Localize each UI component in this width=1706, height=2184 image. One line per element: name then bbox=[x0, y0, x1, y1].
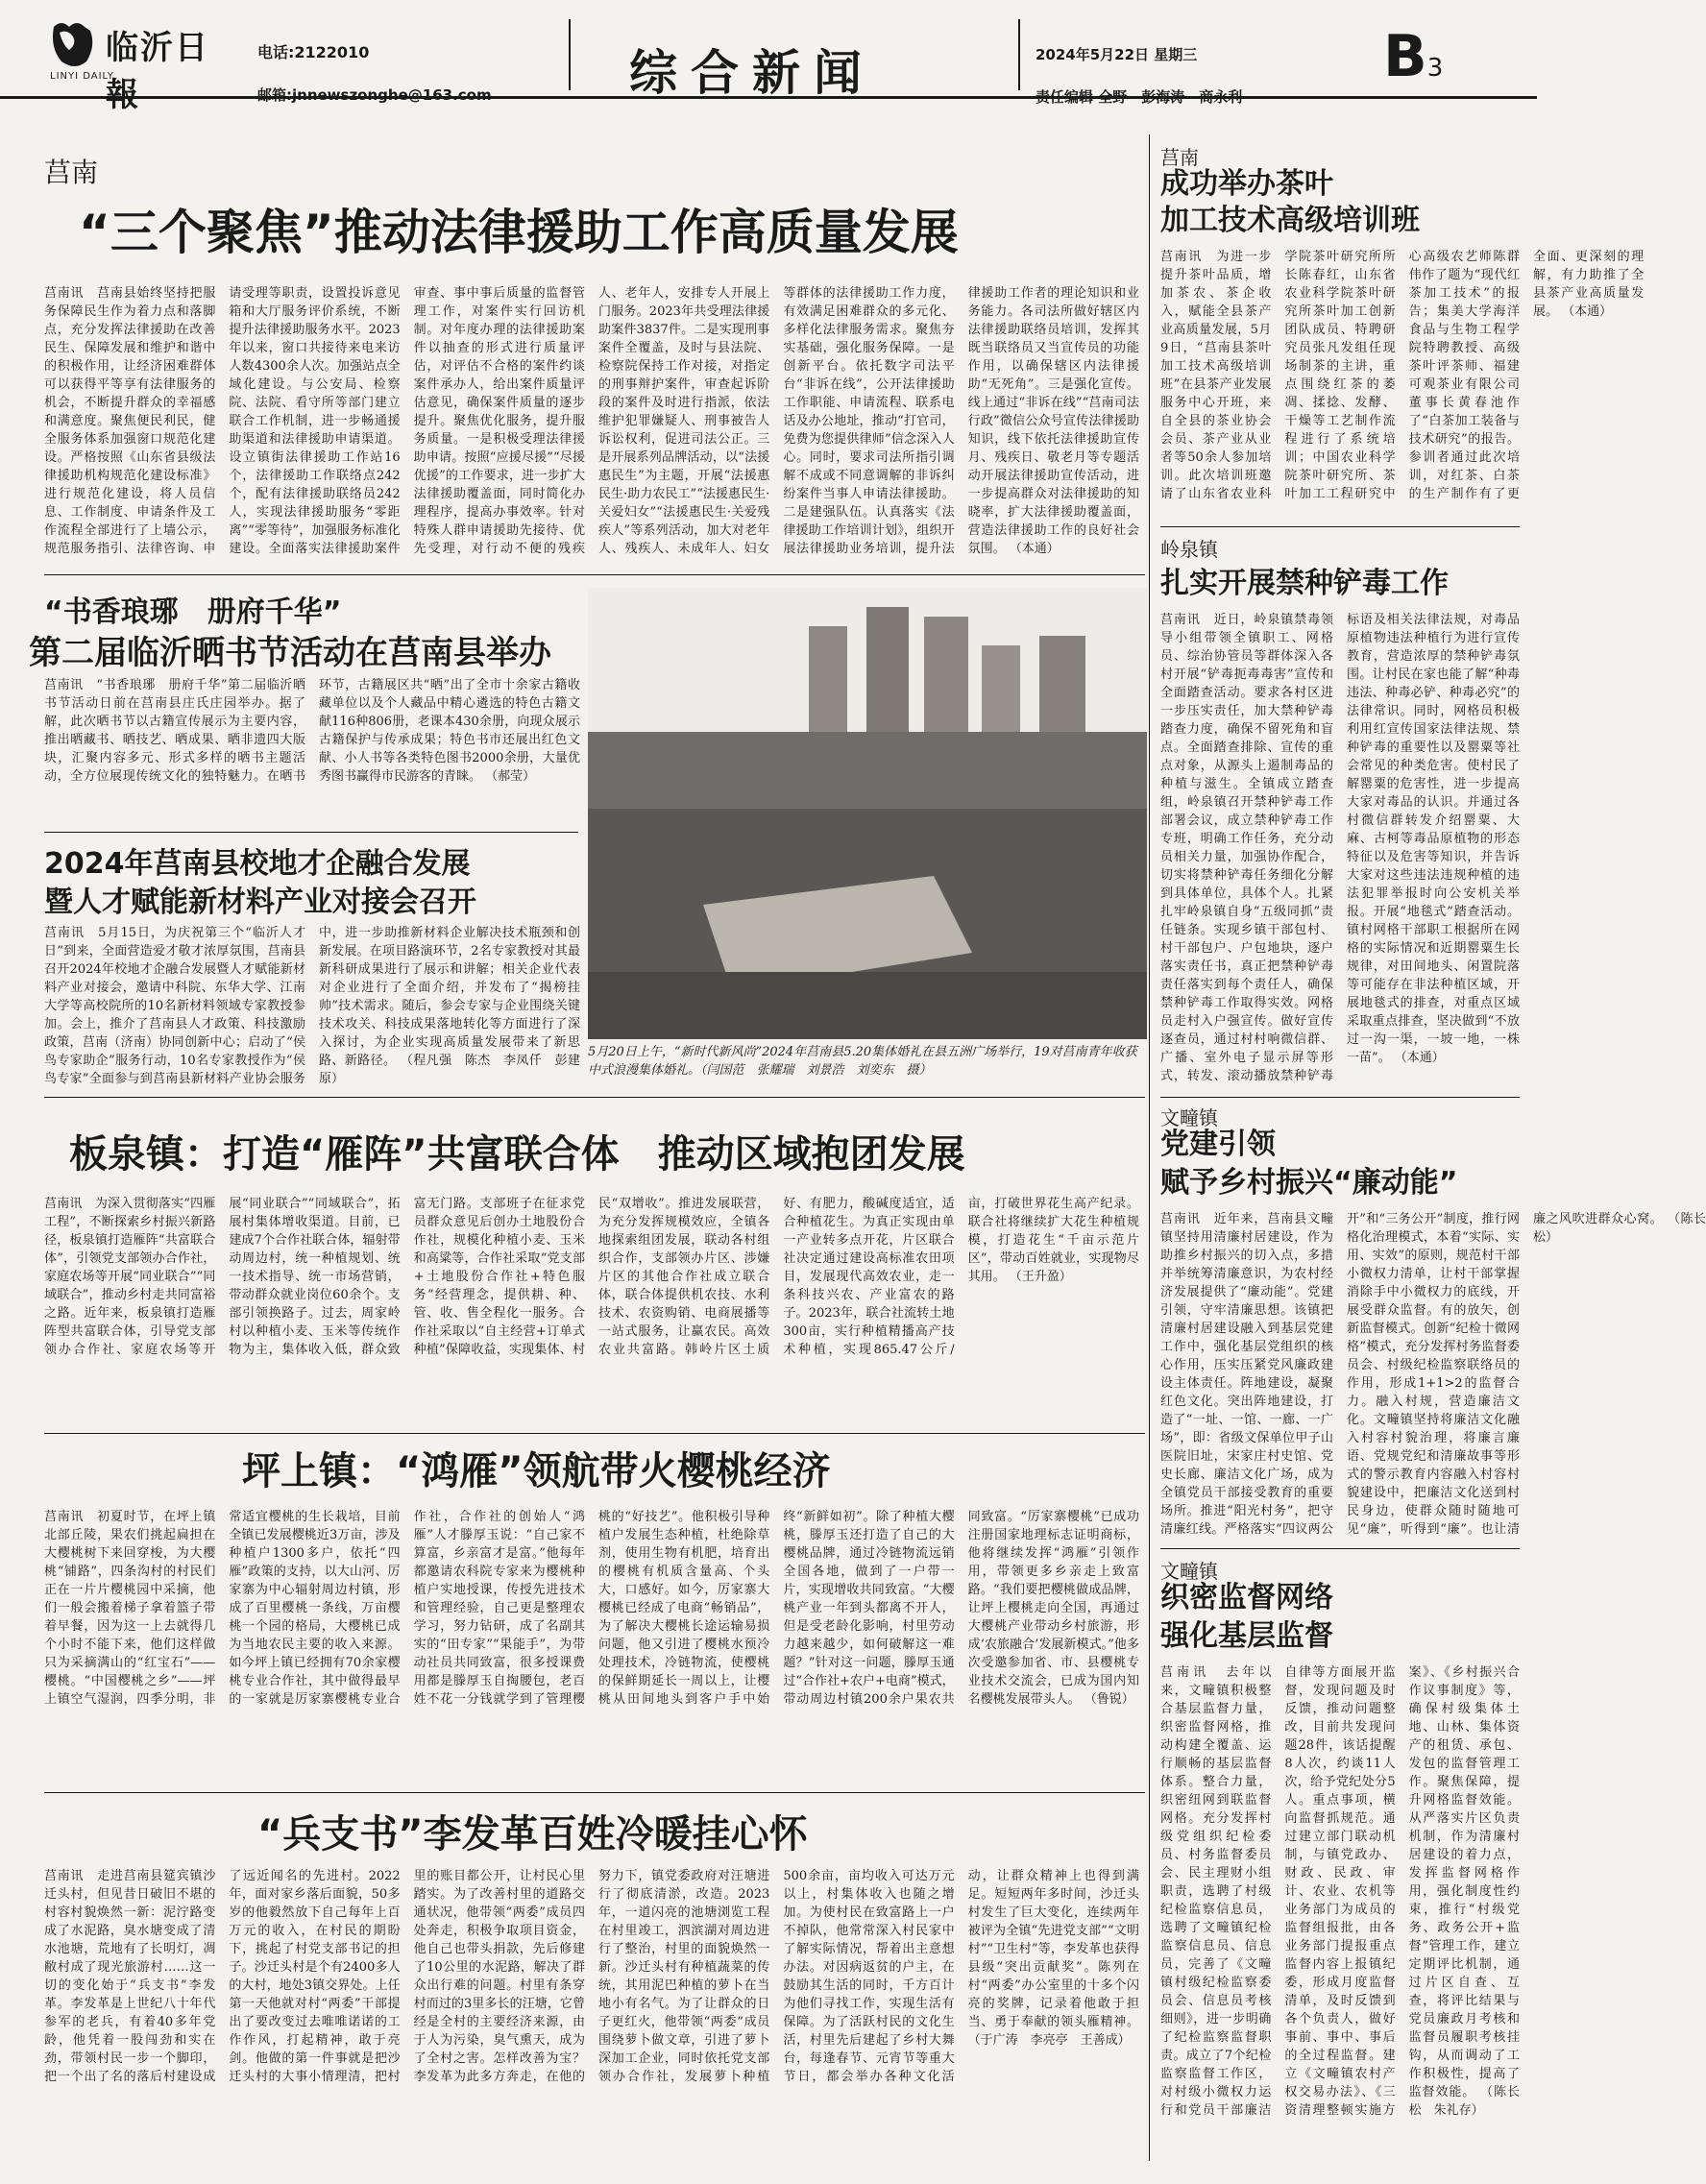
tea-headline-line1: 成功举办茶叶 bbox=[1160, 167, 1333, 201]
shuxiang-article-body: 莒南讯 “书香琅琊 册府千华”第二届临沂晒书节活动日前在莒南县庄氏庄园举办。据了解，此次晒书节以古籍宣传展示为主要内容，推出晒藏书、晒技艺、晒成果、晒非遗四大版块，汇聚内容多元、形式多样的晒书主题活动，全方位展现传统文化的独特魅力。在晒书环节，古籍展区共“晒”出了全市十余家古籍收藏单位以及个人藏品中精心遴选的特色古籍文献116种806册，老课本430余册，向现众展示古籍保护与传承成果；特色书市还展出红色文献、小人书等各类特色图书2000余册，大量优秀图书赢得市民游客的青睐。 （郝莹） bbox=[44, 678, 580, 784]
page-number: B3 bbox=[1383, 23, 1444, 90]
xiaodi-headline-line1: 2024年莒南县校地才企融合发展 bbox=[44, 847, 471, 881]
supervision-headline-line1: 织密监督网络 bbox=[1160, 1581, 1333, 1614]
integrity-article-body: 莒南讯 近年来，莒南县文疃镇坚持用清廉村居建设，作为助推乡村振兴的切入点，多措并举统筹清廉意识，为农村经济发展提供了“廉动能”。党建引领，守牢清廉思想。该镇把清廉村居建设融入到基层党建工作中，强化基层党组织的核心作用，压实压紧党风廉政建设主体责任。阵地建设，凝聚红色文化。突出阵地建设，打造了“一址、一馆、一廊、一广场”，即：省级文保单位甲子山医院旧址，宋家庄村史馆、党史长廊、廉洁文化广场，成为全镇党员干部接受教育的重要场所。推进“阳光村务”，把守清廉红线。严格落实“四议两公开”和“三务公开”制度，推行网格化治理模式，本着“实际、实用、实效”的原则，规范村干部小微权力清单，让村干部掌握消除手中小微权力的底线，开展受群众监督。有的放矢，创新监督模式。创新“纪检十微网格”模式，充分发挥村务监督委员会、村级纪检监察联络员的作用，形成1+1>2的监督合力。融入村规，营造廉洁文化。文疃镇坚持将廉洁文化融入村容村貌治理，将廉言廉语、党规党纪和清廉故事等形式的警示教育内容融入村容村貌建设中，把廉洁文化送到村民身边，使群众随时随地可见“廉”，听得到“廉”。也让清廉之风吹进群众心窝。 （陈长松） bbox=[1160, 1212, 1706, 1537]
hotline: 电话:2122010 bbox=[257, 43, 370, 61]
supervision-article-body: 莒南讯 去年以来，文疃镇积极整合基层监督力量，织密监督网格，推动构建全覆盖、运行顺畅的基层监督体系。整合力量，织密纽网到联监督网格。充分发挥村级党组织纪检委员、村务监督委员会、民主理财小组职责，选聘了村级纪检监察信息员，选聘了文疃镇纪检监察信息员、信息员，完善了《文疃镇村级纪检监察委员会、信息员考核细则》，进一步明确了纪检监察监督职责。成立了7个纪检监察监督工作区，对村级小微权力运行和党员干部廉洁自律等方面展开监督，发现问题及时反馈，推动问题整改，目前共发现问题28件，该话提醒8人次，约谈11人次，给予党纪处分5人。重点事项，横向监督抓规范。通过建立部门联动机制，与镇党政办、财政、民政、审计、农业、农机等业务部门为成员的监督组报批，由各业务部门提报重点监督内容上报镇纪委，形成月度监督清单，及时反馈到各个负责人，做好事前、事中、事后的全过程监督。建立《文疃镇农村产权交易办法》、《三资清理整顿实施方案》、《乡村振兴合作议事制度》等，确保村级集体土地、山林、集体资产的租赁、承包、发包的监督管理工作。聚焦保障，提升网格监督效能。从严落实片区负责机制，作为清廉村居建设的着力点，发挥监督网格作用，强化制度性约束，推行“村级党务、政务公开+监督”管理工作，建立定期评比机制，通过片区自查、互查，将评比结果与党员廉政月考核和监督员履职考核挂钩，从而调动了工作积极性，提高了监督效能。 （陈长松 朱礼存） bbox=[1160, 1665, 1520, 2118]
bingzhishu-article-body: 莒南讯 走进莒南县筵宾镇沙迁头村，但见昔日破旧不堪的村容村貌焕然一新：泥泞路变成了水泥路，臭水塘变成了清水池塘，荒地有了长明灯，凋敝村成了现光旅游村……这一切的变化始于“兵支书”李发革。李发革是上世纪八十年代参军的老兵，有着40多年党龄，他凭着一股闯劲和实在劲，带领村民一步一个脚印，把一个出了名的落后村建设成了远近闻名的先进村。2022年，面对家乡落后面貌，50多岁的他毅然放下自己每年上百万元的收入，在村民的期盼下，挑起了村党支部书记的担子。沙迁头村是个有2400多人的大村，地处3镇交界处。上任第一天他就对村“两委”干部提出了要改变过去唯唯诺诺的工作作风，打起精神，敢于亮剑。他做的第一件事就是把沙迁头村的大事小情理清，把村里的账目都公开，让村民心里踏实。为了改善村里的道路交通状况，他带领“两委”成员四处奔走，积极争取项目资金，他自己也带头捐款，先后修建了10公里的水泥路，解决了群众出行难的问题。村里有条穿村而过的3里多长的汪塘，它曾经是全村的主要经济来源，由于人为污染，臭气熏天，成为了全村之害。怎样改善为宝？李发革为此多方奔走，在他的努力下，镇党委政府对汪塘进行了彻底清淤，改造。2023年，一道闪亮的池塘浏览工程在村里竣工，泗滨湖对周边进行了整治，村里的面貌焕然一新。沙迁头村有种植蔬菜的传统，其用泥巴种植的萝卜在当地小有名气。为了让群众的日子更红火，他带领“两委”成员围绕萝卜做文章，引进了萝卜深加工企业，同时依托党支部领办合作社，发展萝卜种植500余亩，亩均收入可达万元以上，村集体收入也随之增加。为使村民在致富路上一户不掉队，他常常深入村民家中了解实际情况，帮着出主意想办法。对因病返贫的户主，在鼓励其生活的同时，千方百计为他们寻找工作，实现生活有保障。为了活跃村民的文化生活，村里先后建起了乡村大舞台，每逢春节、元宵节等重大节日，都会举办各种文化活动，让群众精神上也得到满足。短短两年多时间，沙迁头村发生了巨大变化，连续两年被评为全镇“先进党支部”“文明村”“卫生村”等，李发革也获得县级“突出贡献奖”。陈列在村“两委”办公室里的十多个闪亮的奖牌，记录着他敢于担当、勇于奉献的领头雁精神。 （于广涛 李亮亭 王善成） bbox=[44, 1869, 1139, 2084]
lead-headline: “三个聚焦”推动法律援助工作高质量发展 bbox=[79, 205, 959, 260]
logo-emblem-icon bbox=[48, 17, 104, 71]
divider bbox=[44, 1097, 1145, 1098]
wedding-photo bbox=[588, 588, 1147, 1039]
integrity-headline-line1: 党建引领 bbox=[1160, 1128, 1276, 1161]
tea-article-body: 莒南讯 为进一步提升茶叶品质，增加茶农、茶企收入，赋能全县茶产业高质量发展，5月9日，“莒南县茶叶加工技术高级培训班”在县茶产业发展服务中心开班，来自全县的茶业协会会员、茶产业从业者等50余人参加培训。此次培训班邀请了山东省农业科学院茶叶研究所所长陈春红，山东省农业科学院茶叶研究所茶叶加工创新团队成员、特聘研究员张凡发组任现场制茶的主讲，重点围绕红茶的萎凋、揉捻、发酵、干燥等工艺制作流程进行了系统培训；中国农业科学院茶叶研究所、茶叶加工工程研究中心高级农艺师陈群伟作了题为“现代红茶加工技术”的报告；集美大学海洋食品与生物工程学院特聘教授、高级茶叶评茶师、福建可观茶业有限公司董事长黄春池作了“白茶加工装备与技术研究”的报告。参训者通过此次培训，对红茶、白茶的生产制作有了更全面、更深刻的理解，有力助推了全县茶产业高质量发展。 （本通） bbox=[1160, 250, 1645, 501]
divider bbox=[1018, 19, 1020, 90]
masthead bbox=[0, 0, 1537, 114]
newspaper-logo bbox=[48, 17, 240, 114]
xiaodi-article-body: 莒南讯 5月15日，为庆祝第三个“临沂人才日”到来，全面营造爱才敬才浓厚氛围，莒南县召开2024年校地才企融合发展暨人才赋能新材料产业对接会，邀请中科院、东华大学、江南大学等高校院所的10名新材料领域专家教授参加。会上，推介了莒南县人才政策、科技激励政策，莒南（济南）协同创新中心；启动了“侯鸟专家助企”服务行动，10名专家教授作为“侯鸟专家”全面参与到莒南县新材料产业协会服务中，进一步助推新材料企业解决技术瓶颈和创新发展。在项目路演环节，2名专家教授对其最新科研成果进行了展示和讲解；相关企业代表对企业进行了全面介绍，并发布了“揭榜挂帅”技术需求。随后，参会专家与企业围绕关键技术攻关、科技成果落地转化等方面进行了深入探讨，为企业实现高质量发展带来了新思路、新路径。 （程凡强 陈杰 李凤仟 彭建原） bbox=[44, 926, 580, 1086]
banquan-article-body: 莒南讯 为深入贯彻落实“四雁工程”，不断探索乡村振兴新路径，板泉镇打造雁阵“共富联合体”，引领党支部领办合作社，家庭农场等开展“同业联合”“同域联合”，推动乡村走共同富裕之路。近年来，板泉镇打造雁阵型共富联合体，引导党支部领办合作社、家庭农场等开展“同业联合”“同域联合”，拓展村集体增收渠道。目前，已建成7个合作社联合体，辐射带动周边村，统一种植规划、统一技术指导、统一市场营销，带动群众就业岗位60余个。支部引领换路子。过去，周家岭村以种植小麦、玉米等传统作物为主，集体收入低，群众致富无门路。支部班子在征求党员群众意见后创办土地股份合作社，规模化种植小麦、玉米和高粱等，合作社采取“党支部+土地股份合作社+特色服务”经营理念，提供耕、种、管、收、售全程化一服务。合作社采取以“自主经营+订单式种植”保障收益，实现集体、村民“双增收”。推进发展联营，为充分发挥规模效应，全镇各地探索组团发展，联动各村组织合作，支部领办片区、涉嫌片区的其他合作社成立联合体，联合体提供机农技、水利技术、农资购销、电商展播等一站式服务，让赢农民。高效农业共富路。韩岭片区土质好、有肥力，酸碱度适宜，适合种植花生。为真正实现由单一产业转多点开花，片区联合社决定通过建设高标准农田项目，发展现代高效农业，走一条科技兴农、产业富农的路子。2023年，联合社流转土地300亩，实行种植精播高产技术种植，实现865.47公斤/亩，打破世界花生高产纪录。联合社将继续扩大花生种植规模，打造花生“千亩示范片区”，带动百姓就业，实现物尽其用。 （王升盈） bbox=[44, 1197, 1139, 1357]
integrity-headline-line2: 赋予乡村振兴“廉动能” bbox=[1160, 1166, 1458, 1200]
anti-drug-kicker: 岭泉镇 bbox=[1160, 538, 1218, 561]
divider bbox=[44, 832, 578, 833]
pingshang-article-body: 莒南讯 初夏时节，在坪上镇北部丘陵，果农们挑起扁担在大樱桃树下来回穿梭，为大樱桃“铺路”，四条沟村的村民们正在一片片樱桃园中采摘，他们一般会搬着梯子拿着篮子带着早餐，因为这一上去就得几个小时不能下来，他们这样做只为采摘满山的“红宝石”——樱桃。“中国樱桃之乡”——坪上镇空气湿润，四季分明，非常适宜樱桃的生长栽培，目前全镇已发展樱桃近3万亩，涉及种植户1300多户，依托“四雁”政策的支持，以大山河、厉家寨为中心辐射周边村镇，形成了百里樱桃一条线，万亩樱桃一个园的格局，大樱桃已成为当地农民主要的收入来源。如今坪上镇已经拥有70余家樱桃专业合作社，其中做得最早的一家就是厉家寨樱桃专业合作社，合作社的创始人“鸿雁”人才滕厚玉说：“自己家不算富，乡亲富才是富。”他每年都邀请农科院专家来为樱桃种植户实地授课，传授先进技术和管理经验，自己更是整理农学习，努力钻研，成了名副其实的“田专家”“果能手”，为带动社员共同致富，很多授课费用都是滕厚玉自掏腰包，老百姓不花一分钱就学到了管理樱桃的“好技艺”。他积极引导种植户发展生态种植，杜绝除草剂，使用生物有机肥，培育出的樱桃有机质含量高、个头大，口感好。如今，厉家寨大樱桃已经成了电商“畅销品”，为了解决大樱桃长途运输易损问题，他又引进了樱桃水预冷处理技术，冷链物流，使樱桃的保鲜期延长一周以上，让樱桃从田间地头到客户手中始终“新鲜如初”。除了种植大樱桃，滕厚玉还打造了自己的大樱桃品牌，通过冷链物流远销全国各地，做到了一户带一片，实现增收共同致富。“大樱桃产业一年到头都离不开人，但是受老龄化影响，村里劳动力越来越少，如何破解这一难题？”针对这一问题，滕厚玉通过“合作社+农户+电商”模式，带动周边村镇200余户果农共同致富。“厉家寨樱桃”已成功注册国家地理标志证明商标，他将继续发挥“鸿雁”引领作用，带领更多乡亲走上致富路。“我们要把樱桃做成品牌，让坪上樱桃走向全国，再通过大樱桃产业带动乡村旅游，形成‘农旅融合’发展新模式。”他多次受邀参加省、市、县樱桃专业技术交流会，已成为国内知名樱桃发展带头人。 （鲁锐） bbox=[44, 1510, 1139, 1707]
integrity-kicker: 文疃镇 bbox=[1160, 1106, 1218, 1129]
supervision-kicker: 文疃镇 bbox=[1160, 1560, 1218, 1583]
shuxiang-kicker: “书香琅琊 册府千华” bbox=[44, 595, 342, 629]
banquan-headline: 板泉镇：打造“雁阵”共富联合体 推动区域抱团发展 bbox=[69, 1132, 965, 1177]
divider bbox=[1160, 1097, 1520, 1098]
divider bbox=[44, 574, 1145, 575]
divider bbox=[569, 19, 571, 90]
divider bbox=[44, 1792, 1145, 1793]
photo-caption: 5月20日上午，“新时代新风尚”2024年莒南县5.20集体婚礼在县五洲广场举行，19对莒南青年收获中式浪漫集体婚礼。（闫国范 张耀瑞 刘景浩 刘奕东 摄） bbox=[588, 1045, 1137, 1078]
divider bbox=[1160, 1548, 1520, 1549]
section-title: 综合新闻 bbox=[629, 44, 875, 101]
shuxiang-headline: 第二届临沂晒书节活动在莒南县举办 bbox=[29, 634, 551, 672]
divider bbox=[44, 1433, 1145, 1434]
supervision-headline-line2: 强化基层监督 bbox=[1160, 1619, 1333, 1653]
logo-subtitle: LINYI DAILY bbox=[50, 71, 114, 82]
xiaodi-headline-line2: 暨人才赋能新材料产业对接会召开 bbox=[44, 886, 476, 919]
responsible-editors: 责任编辑 全野 彭海涛 商永利 bbox=[1036, 88, 1243, 106]
bingzhishu-headline: “兵支书”李发革百姓冷暖挂心怀 bbox=[257, 1812, 808, 1856]
issue-date: 2024年5月22日 星期三 bbox=[1036, 46, 1198, 63]
lead-kicker: 莒南 bbox=[44, 157, 99, 188]
column-divider bbox=[1149, 134, 1150, 2161]
photo-illustration bbox=[588, 588, 1147, 1039]
email-address: 邮箱:jnnewszonghe@163.com bbox=[257, 86, 492, 104]
divider bbox=[1160, 526, 1520, 527]
tea-headline-line2: 加工技术高级培训班 bbox=[1160, 204, 1420, 237]
pingshang-headline: 坪上镇：“鸿雁”领航带火樱桃经济 bbox=[242, 1449, 831, 1493]
anti-drug-article-body: 莒南讯 近日，岭泉镇禁毒领导小组带领全镇职工、网格员、综治协管员等群体深入各村开展“铲毒扼毒毒害”宣传和全面踏查活动。要求各村区进一步压实责任，加大禁种铲毒踏查力度，确保不留死角和盲点。全面踏查排除、宣传的重点对象，从源头上遏制毒品的种植与滋生。全镇成立踏查组，岭泉镇召开禁种铲毒工作部署会议，成立禁种铲毒工作专班，明确工作任务，充分动员相关力量，加强协作配合，切实将禁种铲毒任务细化分解到具体单位，具体个人。扎紧扎牢岭泉镇自身“五级同抓”责任链条。实现乡镇干部包村、村干部包户、户包地块，逐户落实责任书，真正把禁种铲毒责任落实到每个责任人，确保禁种铲毒工作取得实效。网格员走村入户强宣传。做好宣传逐查员，通过村村响微信群、广播、室外电子显示屏等形式，转发、滚动播放禁种铲毒标语及相关法律法规，对毒品原植物违法种植行为进行宣传教育，营造浓厚的禁种铲毒氛围。让村民在家也能了解“种毒违法、种毒必铲、种毒必究”的法律常识。同时，网格员积极利用红宣传国家法律法规、禁种铲毒的重要性以及罂粟等社会常见的种类危害。使村民了解罂粟的危害性，进一步提高大家对毒品的认识。并通过各村微信群转发介绍罂粟、大麻、古柯等毒品原植物的形态特征以及危害等知识，并告诉大家对这些违法违规种植的违法犯罪举报时向公安机关举报。开展“地毯式”踏查活动。镇村网格干部职工根据所在网格的实际情况和近期罂粟生长规律，对田间地头、闲置院落等可能存在非法种植区域，开展地毯式的排查，对重点区域采取重点排查，坚决做到“不放过一沟一渠，一坡一地，一株一苗”。 （本通） bbox=[1160, 613, 1520, 1083]
lead-article-body: 莒南讯 莒南县始终坚持把服务保障民生作为着力点和落脚点，充分发挥法律援助在改善民生、保障发展和维护和谐中的积极作用，让经济困难群体可以获得平等享有法律服务的机会，不断提升群众的幸福感和满意度。聚焦便民利民，健全服务体系加强窗口规范化建设。严格按照《山东省县级法律援助机构规范化建设标准》进行规范化建设，将人员信息、工作制度、申请条件及工作流程全部进行了上墙公示，规范服务指引、法律咨询、申请受理等职责，设置投诉意见箱和大厅服务评价系统，不断提升法律援助服务水平。2023年以来，窗口共接待来电来访人数4300余人次。加强站点全域化建设。与公安局、检察院、法院、看守所等部门建立联合工作机制，进一步畅通援助渠道和法律援助申请渠道。设立镇街法律援助工作站16个，法律援助工作联络点242个，配有法律援助联络员242人，实现法律援助服务“零距离”“零等待”，加强服务标准化建设。全面落实法律援助案件审查、事中事后质量的监督管理工作，对案件实行回访机制。对年度办理的法律援助案件以抽查的形式进行质量评估，对评估不合格的案件约谈案件承办人，给出案件质量评估意见，确保案件质量的逐步提升。聚焦优化服务，提升服务质量。一是积极受理法律援助申请。按照“应援尽援”“尽援优援”的工作要求，进一步扩大法律援助覆盖面，同时简化办理程序，提高办事效率。针对特殊人群申请援助先接待、优先受理，对行动不便的残疾人、老年人，安排专人开展上门服务。2023年共受理法律援助案件3837件。二是实现刑事案件全覆盖，及时与县法院、检察院保持工作对接，对指定的刑事辩护案件，审查起诉阶段的案件及时进行指派，依法维护犯罪嫌疑人、刑事被告人诉讼权利，促进司法公正。三是开展系列品牌活动，以“法援惠民生”为主题，开展“法援惠民生·助力农民工”“法援惠民生·关爱妇女”“法援惠民生·关爱残疾人”等系列活动，加大对老年人、残疾人、未成年人、妇女等群体的法律援助工作力度，有效满足困难群众的多元化、多样化法律服务需求。聚焦夯实基础，强化服务保障。一是创新平台。依托数字司法平台“非诉在线”，公开法律援助工作职能、申请流程、联系电话及办公地址，推动“打官司，免费为您提供律师”信念深入人心。同时，要求司法所指引调解不成或不同意调解的非诉纠纷案件当事人申请法律援助。二是建强队伍。认真落实《法律援助工作培训计划》，组织开展法律援助业务培训，提升法律援助工作者的理论知识和业务能力。各司法所做好辖区内法律援助联络员培训，发挥其既当联络员又当宣传员的功能作用，以确保辖区内法律援助“无死角”。三是强化宣传。线上通过“非诉在线”“莒南司法行政”微信公众号宣传法律援助知识，线下依托法律援助宣传月、残疾日、敬老月等专题活动开展法律援助宣传活动，进一步提高群众对法律援助的知晓率，扩大法律援助覆盖面，营造法律援助工作的良好社会氛围。 （本通） bbox=[44, 286, 1139, 556]
tea-kicker: 莒南 bbox=[1160, 146, 1199, 169]
anti-drug-headline: 扎实开展禁种铲毒工作 bbox=[1160, 567, 1449, 600]
logo-wordmark: 临沂日報 bbox=[106, 29, 209, 114]
